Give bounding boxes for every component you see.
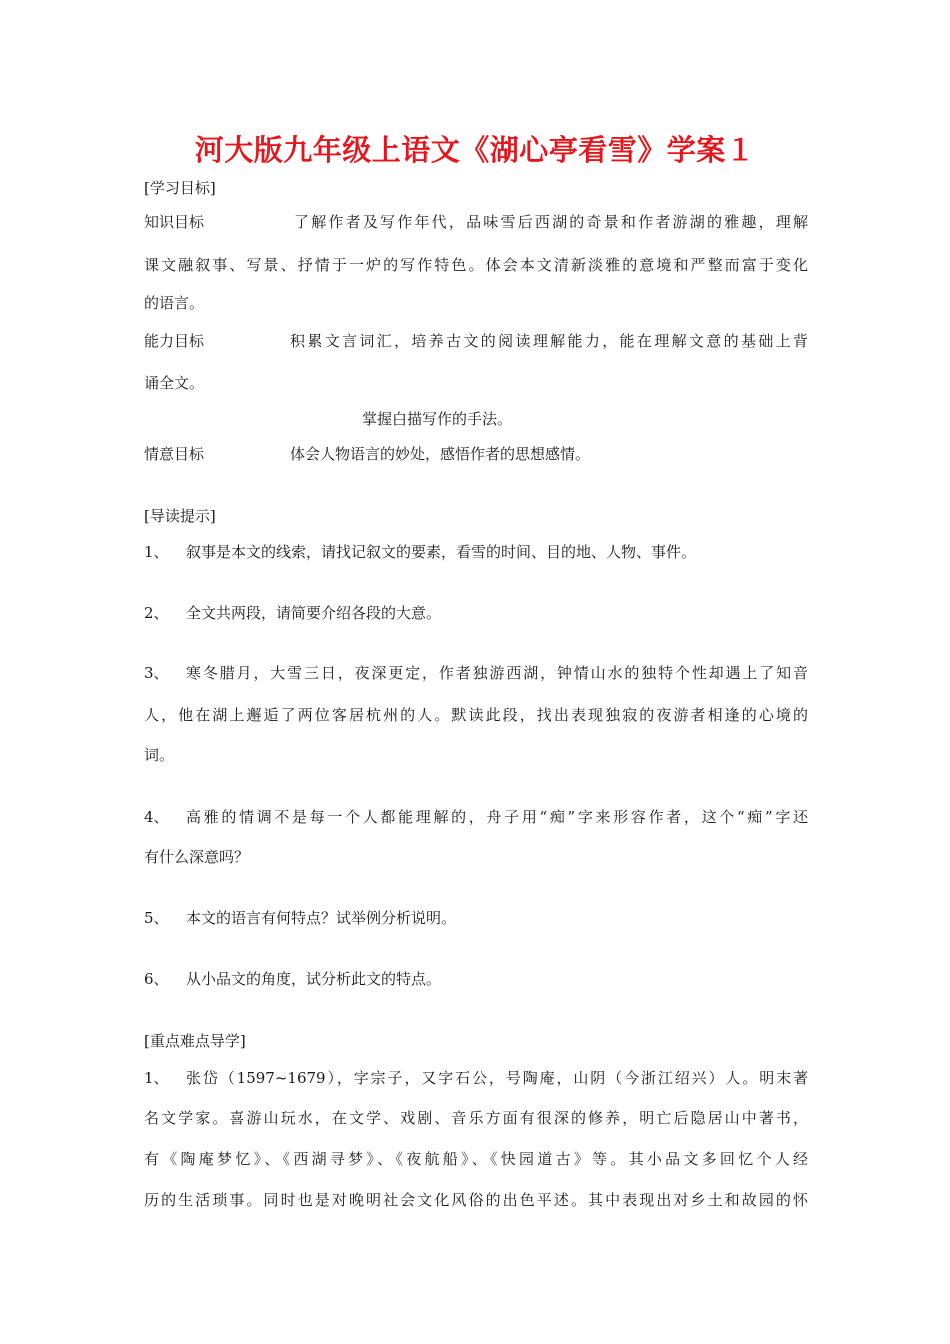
guide-item-1 — [144, 541, 808, 563]
knowledge-objective-text3: 的语言。 — [144, 294, 205, 312]
ability-objective-text3: 掌握白描写作的手法。 — [362, 410, 513, 428]
key-item-text3: 有《陶庵梦忆》、《西湖寻梦》、《夜航船》、《快园道古》等。其小品文多回忆个人经 — [144, 1150, 808, 1168]
guide-item-number: 3、 — [144, 664, 169, 682]
guide-item-5 — [144, 907, 808, 929]
guide-item-number: 4、 — [144, 808, 169, 826]
guide-item-3 — [144, 662, 808, 684]
guide-heading: [导读提示] — [144, 507, 216, 525]
key-item-1 — [144, 1067, 808, 1089]
ability-objective-label: 能力目标 — [144, 332, 205, 350]
guide-item-number: 2、 — [144, 604, 169, 622]
ability-objective-text1: 积累文言词汇，培养古文的阅读理解能力，能在理解文意的基础上背 — [290, 332, 808, 350]
guide-item-number: 6、 — [144, 970, 169, 988]
guide-item-number: 1、 — [144, 543, 169, 561]
ability-objective-line1 — [144, 330, 808, 352]
guide-item-3-cont2: 词。 — [144, 746, 175, 764]
emotion-objective-text1: 体会人物语言的妙处，感悟作者的思想感情。 — [290, 445, 591, 463]
key-item-text2: 名文学家。喜游山玩水，在文学、戏剧、音乐方面有很深的修养，明亡后隐居山中著书， — [144, 1109, 808, 1127]
page-title: 河大版九年级上语文《湖心亭看雪》学案１ — [194, 133, 756, 167]
guide-item-text: 全文共两段，请简要介绍各段的大意。 — [186, 604, 442, 622]
knowledge-objective-line1 — [144, 211, 808, 233]
emotion-objective-label: 情意目标 — [144, 445, 205, 463]
guide-item-text: 叙事是本文的线索，请找记叙文的要素，看雪的时间、目的地、人物、事件。 — [186, 543, 697, 561]
guide-item-number: 5、 — [144, 909, 169, 927]
guide-item-text: 高雅的情调不是每一个人都能理解的，舟子用“痴”字来形容作者，这个“痴”字还 — [186, 808, 808, 826]
key-heading: [重点难点导学] — [144, 1032, 246, 1050]
guide-item-2 — [144, 602, 808, 624]
objectives-heading: [学习目标] — [144, 179, 216, 197]
guide-item-4 — [144, 806, 808, 828]
guide-item-text: 本文的语言有何特点？试举例分析说明。 — [186, 909, 457, 927]
emotion-objective-line1 — [144, 443, 808, 465]
knowledge-objective-label: 知识目标 — [144, 213, 205, 231]
guide-item-text: 从小品文的角度，试分析此文的特点。 — [186, 970, 442, 988]
key-item-text1: 张岱（1597~1679），字宗子，又字石公，号陶庵，山阴（今浙江绍兴）人。明末著 — [186, 1069, 808, 1087]
knowledge-objective-text2: 课文融叙事、写景、抒情于一炉的写作特色。体会本文清新淡雅的意境和严整而富于变化 — [144, 256, 808, 274]
key-item-text4: 历的生活琐事。同时也是对晚明社会文化风俗的出色平述。其中表现出对乡土和故园的怀 — [144, 1191, 808, 1209]
guide-item-3-cont1: 人，他在湖上邂逅了两位客居杭州的人。默读此段，找出表现独寂的夜游者相逢的心境的 — [144, 706, 808, 724]
guide-item-text: 寒冬腊月，大雪三日，夜深更定，作者独游西湖，钟情山水的独特个性却遇上了知音 — [186, 664, 808, 682]
guide-item-4-cont1: 有什么深意吗？ — [144, 848, 250, 866]
guide-item-6 — [144, 968, 808, 990]
key-item-number: 1、 — [144, 1069, 169, 1087]
ability-objective-text2: 诵全文。 — [144, 374, 205, 392]
knowledge-objective-text1: 了解作者及写作年代，品味雪后西湖的奇景和作者游湖的雅趣，理解 — [294, 213, 808, 231]
